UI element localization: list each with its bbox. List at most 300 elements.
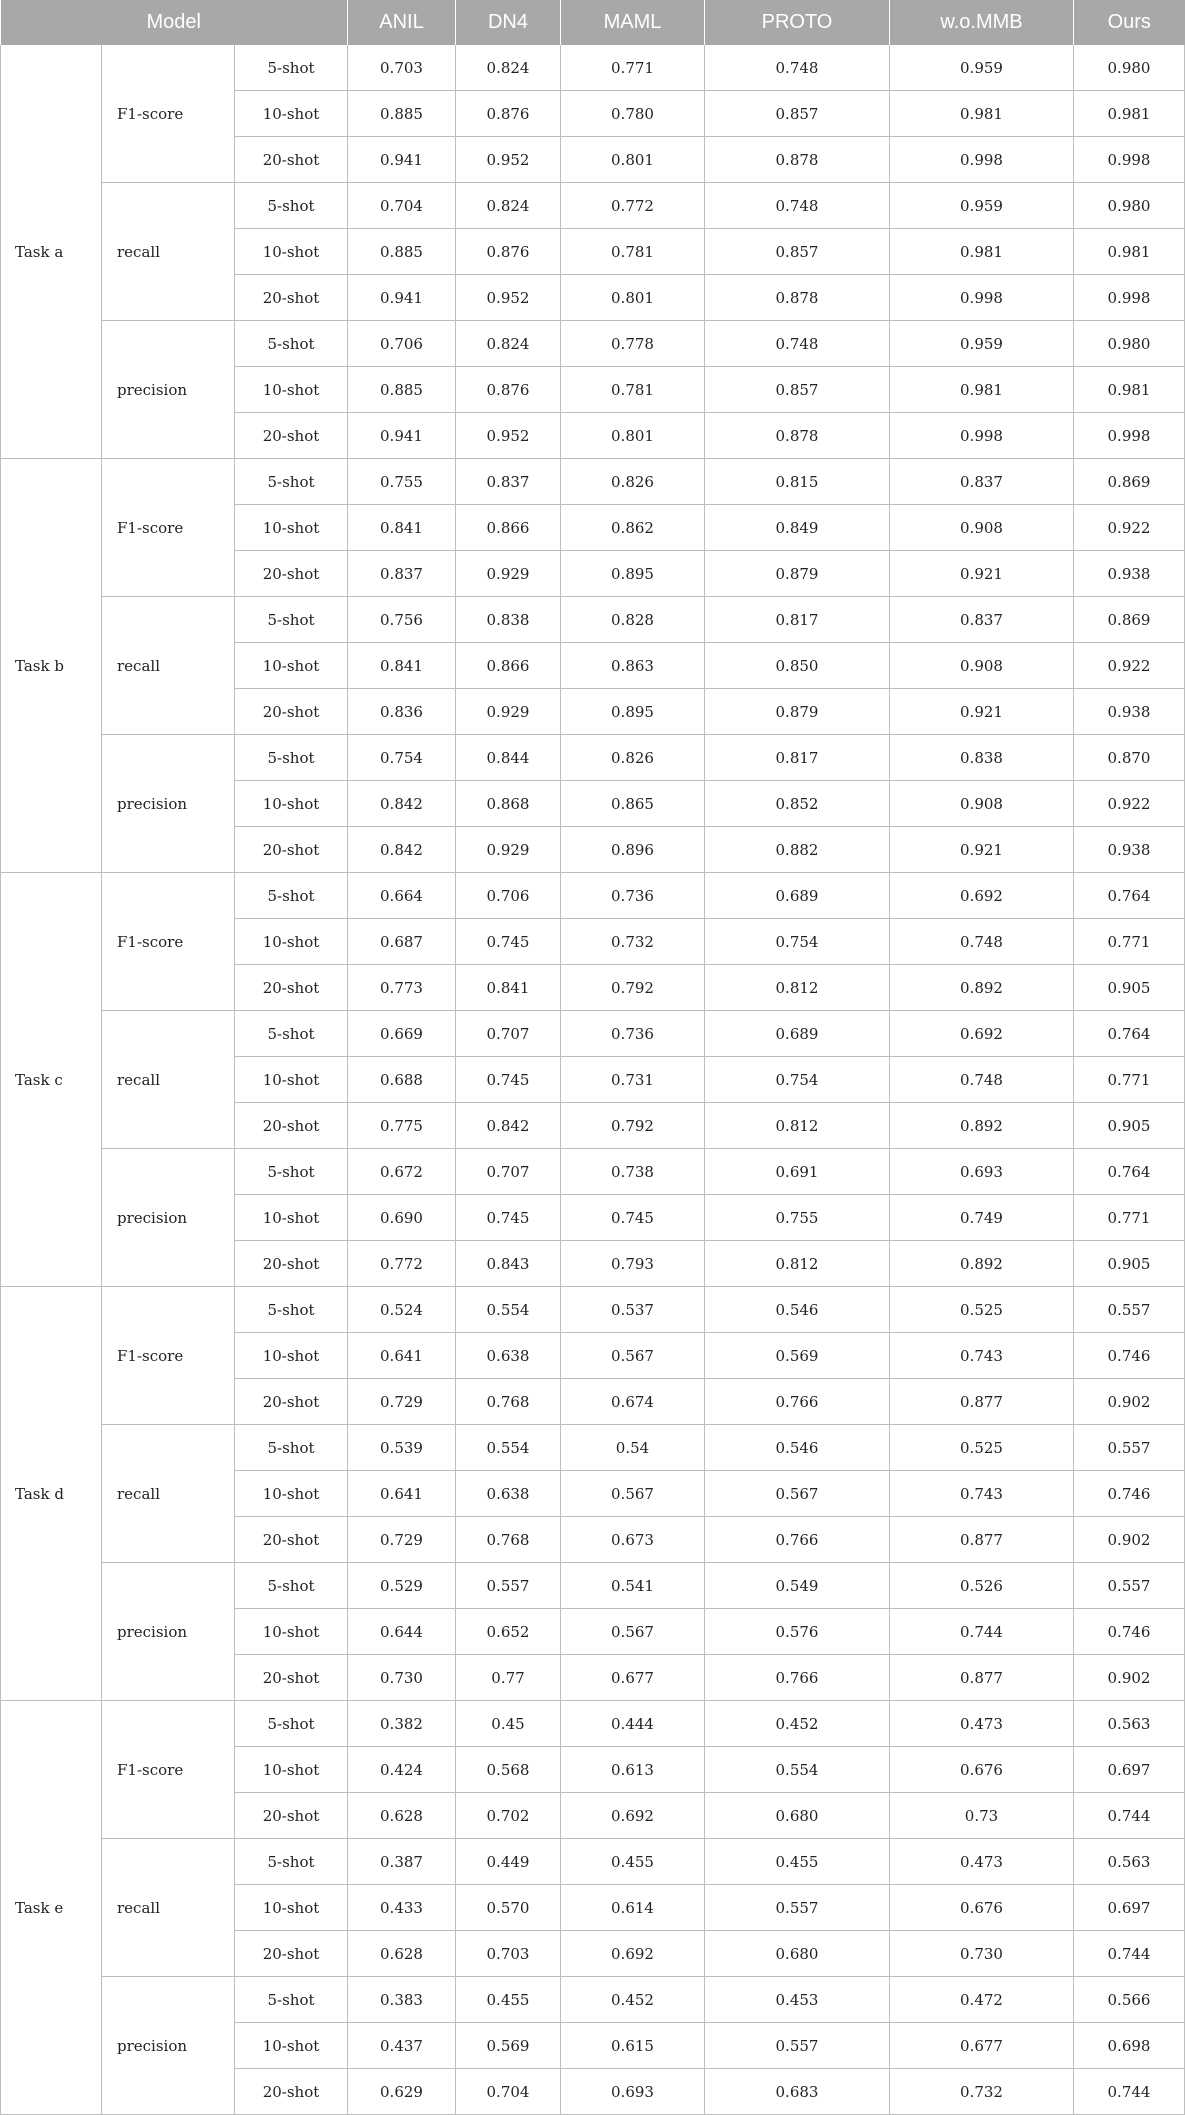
value-cell-dn4: 0.868 [456,781,561,827]
metric-label: precision [102,1977,235,2115]
shot-label: 5-shot [235,1977,348,2023]
value-cell-dn4: 0.745 [456,1195,561,1241]
metric-label: recall [102,1011,235,1149]
value-cell-maml: 0.736 [561,873,705,919]
value-cell-dn4: 0.824 [456,45,561,91]
value-cell-maml: 0.826 [561,459,705,505]
value-cell-dn4: 0.449 [456,1839,561,1885]
metric-label: F1-score [102,873,235,1011]
value-cell-maml: 0.615 [561,2023,705,2069]
value-cell-anil: 0.885 [348,91,456,137]
value-cell-anil: 0.837 [348,551,456,597]
header-row [1,0,1185,45]
value-cell-anil: 0.690 [348,1195,456,1241]
table-row [1,1011,1185,1057]
value-cell-anil: 0.672 [348,1149,456,1195]
table-row [1,735,1185,781]
shot-label: 5-shot [235,735,348,781]
value-cell-anil: 0.382 [348,1701,456,1747]
value-cell-wo-mmb: 0.837 [890,459,1074,505]
value-cell-maml: 0.613 [561,1747,705,1793]
shot-label: 20-shot [235,965,348,1011]
value-cell-proto: 0.567 [705,1471,890,1517]
value-cell-wo-mmb: 0.877 [890,1379,1074,1425]
value-cell-proto: 0.569 [705,1333,890,1379]
shot-label: 5-shot [235,1839,348,1885]
value-cell-anil: 0.424 [348,1747,456,1793]
value-cell-maml: 0.567 [561,1471,705,1517]
value-cell-proto: 0.815 [705,459,890,505]
value-cell-proto: 0.557 [705,1885,890,1931]
value-cell-ours: 0.922 [1074,781,1185,827]
value-cell-dn4: 0.952 [456,275,561,321]
table-row [1,1839,1185,1885]
value-cell-ours: 0.764 [1074,873,1185,919]
task-label: Task b [1,459,102,873]
value-cell-maml: 0.780 [561,91,705,137]
value-cell-anil: 0.772 [348,1241,456,1287]
value-cell-maml: 0.692 [561,1793,705,1839]
value-cell-anil: 0.941 [348,137,456,183]
header-wo-mmb: w.o.MMB [890,0,1074,45]
metric-label: precision [102,1563,235,1701]
value-cell-wo-mmb: 0.892 [890,1103,1074,1149]
value-cell-proto: 0.557 [705,2023,890,2069]
header-model: Model [1,0,348,45]
value-cell-proto: 0.680 [705,1793,890,1839]
table-row [1,1425,1185,1471]
shot-label: 20-shot [235,1379,348,1425]
table-row [1,183,1185,229]
value-cell-ours: 0.938 [1074,827,1185,873]
value-cell-ours: 0.764 [1074,1149,1185,1195]
value-cell-proto: 0.549 [705,1563,890,1609]
metric-label: recall [102,1425,235,1563]
value-cell-anil: 0.842 [348,827,456,873]
value-cell-wo-mmb: 0.981 [890,91,1074,137]
value-cell-anil: 0.387 [348,1839,456,1885]
value-cell-wo-mmb: 0.748 [890,1057,1074,1103]
value-cell-proto: 0.766 [705,1517,890,1563]
value-cell-anil: 0.754 [348,735,456,781]
value-cell-wo-mmb: 0.959 [890,45,1074,91]
value-cell-maml: 0.674 [561,1379,705,1425]
value-cell-wo-mmb: 0.743 [890,1471,1074,1517]
value-cell-ours: 0.998 [1074,413,1185,459]
value-cell-maml: 0.862 [561,505,705,551]
value-cell-dn4: 0.768 [456,1517,561,1563]
value-cell-anil: 0.641 [348,1333,456,1379]
value-cell-proto: 0.812 [705,1103,890,1149]
value-cell-ours: 0.557 [1074,1425,1185,1471]
value-cell-ours: 0.981 [1074,91,1185,137]
value-cell-dn4: 0.842 [456,1103,561,1149]
value-cell-anil: 0.756 [348,597,456,643]
value-cell-maml: 0.801 [561,413,705,459]
value-cell-anil: 0.524 [348,1287,456,1333]
value-cell-anil: 0.755 [348,459,456,505]
value-cell-dn4: 0.704 [456,2069,561,2115]
value-cell-anil: 0.729 [348,1517,456,1563]
value-cell-wo-mmb: 0.749 [890,1195,1074,1241]
value-cell-dn4: 0.554 [456,1425,561,1471]
task-label: Task c [1,873,102,1287]
shot-label: 20-shot [235,275,348,321]
shot-label: 20-shot [235,1241,348,1287]
value-cell-dn4: 0.569 [456,2023,561,2069]
value-cell-dn4: 0.706 [456,873,561,919]
value-cell-anil: 0.885 [348,367,456,413]
value-cell-proto: 0.452 [705,1701,890,1747]
table-row [1,321,1185,367]
value-cell-anil: 0.629 [348,2069,456,2115]
value-cell-wo-mmb: 0.921 [890,827,1074,873]
shot-label: 5-shot [235,1149,348,1195]
value-cell-ours: 0.981 [1074,229,1185,275]
shot-label: 10-shot [235,91,348,137]
value-cell-proto: 0.850 [705,643,890,689]
value-cell-ours: 0.869 [1074,597,1185,643]
shot-label: 20-shot [235,1793,348,1839]
metric-label: F1-score [102,459,235,597]
value-cell-ours: 0.980 [1074,321,1185,367]
value-cell-anil: 0.704 [348,183,456,229]
value-cell-dn4: 0.866 [456,643,561,689]
value-cell-dn4: 0.45 [456,1701,561,1747]
value-cell-anil: 0.706 [348,321,456,367]
value-cell-anil: 0.628 [348,1793,456,1839]
value-cell-ours: 0.563 [1074,1701,1185,1747]
value-cell-wo-mmb: 0.692 [890,1011,1074,1057]
value-cell-anil: 0.644 [348,1609,456,1655]
value-cell-anil: 0.641 [348,1471,456,1517]
value-cell-wo-mmb: 0.676 [890,1747,1074,1793]
value-cell-ours: 0.746 [1074,1609,1185,1655]
value-cell-dn4: 0.77 [456,1655,561,1701]
value-cell-maml: 0.452 [561,1977,705,2023]
value-cell-wo-mmb: 0.526 [890,1563,1074,1609]
value-cell-wo-mmb: 0.73 [890,1793,1074,1839]
value-cell-proto: 0.857 [705,229,890,275]
value-cell-maml: 0.895 [561,551,705,597]
value-cell-wo-mmb: 0.981 [890,367,1074,413]
value-cell-anil: 0.836 [348,689,456,735]
value-cell-dn4: 0.768 [456,1379,561,1425]
value-cell-wo-mmb: 0.472 [890,1977,1074,2023]
value-cell-wo-mmb: 0.908 [890,505,1074,551]
value-cell-wo-mmb: 0.998 [890,137,1074,183]
value-cell-proto: 0.689 [705,1011,890,1057]
value-cell-ours: 0.980 [1074,183,1185,229]
value-cell-maml: 0.731 [561,1057,705,1103]
shot-label: 10-shot [235,643,348,689]
value-cell-wo-mmb: 0.892 [890,1241,1074,1287]
value-cell-anil: 0.529 [348,1563,456,1609]
value-cell-anil: 0.669 [348,1011,456,1057]
value-cell-dn4: 0.843 [456,1241,561,1287]
value-cell-maml: 0.801 [561,275,705,321]
value-cell-maml: 0.614 [561,1885,705,1931]
value-cell-maml: 0.801 [561,137,705,183]
shot-label: 20-shot [235,1655,348,1701]
table-row [1,1563,1185,1609]
value-cell-wo-mmb: 0.998 [890,413,1074,459]
value-cell-anil: 0.775 [348,1103,456,1149]
value-cell-anil: 0.437 [348,2023,456,2069]
value-cell-wo-mmb: 0.921 [890,551,1074,597]
value-cell-maml: 0.693 [561,2069,705,2115]
value-cell-wo-mmb: 0.744 [890,1609,1074,1655]
value-cell-ours: 0.922 [1074,643,1185,689]
value-cell-proto: 0.754 [705,919,890,965]
table-row [1,1287,1185,1333]
value-cell-proto: 0.878 [705,413,890,459]
value-cell-anil: 0.539 [348,1425,456,1471]
value-cell-ours: 0.980 [1074,45,1185,91]
value-cell-maml: 0.732 [561,919,705,965]
value-cell-dn4: 0.455 [456,1977,561,2023]
value-cell-proto: 0.683 [705,2069,890,2115]
value-cell-anil: 0.941 [348,275,456,321]
value-cell-ours: 0.771 [1074,919,1185,965]
value-cell-dn4: 0.876 [456,229,561,275]
value-cell-wo-mmb: 0.743 [890,1333,1074,1379]
value-cell-ours: 0.981 [1074,367,1185,413]
value-cell-wo-mmb: 0.837 [890,597,1074,643]
value-cell-anil: 0.842 [348,781,456,827]
value-cell-anil: 0.433 [348,1885,456,1931]
table-row [1,459,1185,505]
value-cell-maml: 0.778 [561,321,705,367]
value-cell-maml: 0.771 [561,45,705,91]
value-cell-dn4: 0.929 [456,689,561,735]
value-cell-proto: 0.455 [705,1839,890,1885]
value-cell-ours: 0.744 [1074,2069,1185,2115]
header-ours: Ours [1074,0,1185,45]
value-cell-proto: 0.754 [705,1057,890,1103]
shot-label: 10-shot [235,1471,348,1517]
metric-label: precision [102,321,235,459]
value-cell-wo-mmb: 0.877 [890,1517,1074,1563]
value-cell-dn4: 0.638 [456,1471,561,1517]
shot-label: 5-shot [235,597,348,643]
shot-label: 5-shot [235,873,348,919]
value-cell-maml: 0.895 [561,689,705,735]
shot-label: 5-shot [235,1425,348,1471]
value-cell-wo-mmb: 0.677 [890,2023,1074,2069]
value-cell-wo-mmb: 0.892 [890,965,1074,1011]
value-cell-ours: 0.566 [1074,1977,1185,2023]
value-cell-maml: 0.826 [561,735,705,781]
value-cell-wo-mmb: 0.730 [890,1931,1074,1977]
value-cell-dn4: 0.866 [456,505,561,551]
value-cell-proto: 0.755 [705,1195,890,1241]
shot-label: 20-shot [235,413,348,459]
task-label: Task e [1,1701,102,2115]
value-cell-ours: 0.905 [1074,1103,1185,1149]
value-cell-dn4: 0.824 [456,321,561,367]
shot-label: 20-shot [235,827,348,873]
value-cell-maml: 0.54 [561,1425,705,1471]
metric-label: precision [102,735,235,873]
value-cell-maml: 0.455 [561,1839,705,1885]
value-cell-proto: 0.878 [705,275,890,321]
value-cell-ours: 0.744 [1074,1793,1185,1839]
value-cell-proto: 0.766 [705,1655,890,1701]
value-cell-wo-mmb: 0.908 [890,643,1074,689]
metric-label: recall [102,183,235,321]
value-cell-anil: 0.841 [348,643,456,689]
shot-label: 10-shot [235,1609,348,1655]
value-cell-wo-mmb: 0.473 [890,1701,1074,1747]
value-cell-maml: 0.793 [561,1241,705,1287]
table-row [1,873,1185,919]
value-cell-dn4: 0.638 [456,1333,561,1379]
value-cell-proto: 0.812 [705,965,890,1011]
value-cell-dn4: 0.745 [456,1057,561,1103]
value-cell-proto: 0.576 [705,1609,890,1655]
value-cell-anil: 0.687 [348,919,456,965]
value-cell-ours: 0.697 [1074,1747,1185,1793]
value-cell-ours: 0.938 [1074,551,1185,597]
value-cell-anil: 0.730 [348,1655,456,1701]
value-cell-proto: 0.546 [705,1287,890,1333]
value-cell-maml: 0.673 [561,1517,705,1563]
value-cell-wo-mmb: 0.908 [890,781,1074,827]
value-cell-dn4: 0.837 [456,459,561,505]
value-cell-maml: 0.745 [561,1195,705,1241]
value-cell-anil: 0.773 [348,965,456,1011]
value-cell-ours: 0.905 [1074,965,1185,1011]
value-cell-dn4: 0.745 [456,919,561,965]
shot-label: 5-shot [235,1287,348,1333]
value-cell-dn4: 0.707 [456,1149,561,1195]
value-cell-maml: 0.772 [561,183,705,229]
shot-label: 20-shot [235,689,348,735]
value-cell-proto: 0.766 [705,1379,890,1425]
table-row [1,1701,1185,1747]
value-cell-wo-mmb: 0.838 [890,735,1074,781]
task-label: Task d [1,1287,102,1701]
value-cell-ours: 0.938 [1074,689,1185,735]
value-cell-dn4: 0.824 [456,183,561,229]
value-cell-wo-mmb: 0.693 [890,1149,1074,1195]
shot-label: 10-shot [235,781,348,827]
value-cell-ours: 0.998 [1074,275,1185,321]
value-cell-dn4: 0.876 [456,367,561,413]
value-cell-ours: 0.869 [1074,459,1185,505]
value-cell-wo-mmb: 0.981 [890,229,1074,275]
shot-label: 20-shot [235,1931,348,1977]
value-cell-dn4: 0.652 [456,1609,561,1655]
value-cell-ours: 0.998 [1074,137,1185,183]
table-row [1,1977,1185,2023]
value-cell-proto: 0.878 [705,137,890,183]
value-cell-proto: 0.879 [705,551,890,597]
value-cell-ours: 0.746 [1074,1471,1185,1517]
value-cell-proto: 0.879 [705,689,890,735]
value-cell-maml: 0.781 [561,367,705,413]
shot-label: 20-shot [235,551,348,597]
value-cell-proto: 0.817 [705,735,890,781]
value-cell-dn4: 0.568 [456,1747,561,1793]
value-cell-wo-mmb: 0.473 [890,1839,1074,1885]
value-cell-wo-mmb: 0.959 [890,321,1074,367]
value-cell-ours: 0.902 [1074,1379,1185,1425]
value-cell-wo-mmb: 0.877 [890,1655,1074,1701]
value-cell-wo-mmb: 0.732 [890,2069,1074,2115]
table-row [1,1149,1185,1195]
value-cell-maml: 0.828 [561,597,705,643]
shot-label: 20-shot [235,1517,348,1563]
value-cell-anil: 0.885 [348,229,456,275]
value-cell-ours: 0.771 [1074,1195,1185,1241]
value-cell-ours: 0.698 [1074,2023,1185,2069]
metric-label: F1-score [102,1287,235,1425]
value-cell-anil: 0.703 [348,45,456,91]
metric-label: precision [102,1149,235,1287]
value-cell-wo-mmb: 0.921 [890,689,1074,735]
value-cell-dn4: 0.876 [456,91,561,137]
metric-label: recall [102,597,235,735]
shot-label: 10-shot [235,1747,348,1793]
value-cell-dn4: 0.929 [456,827,561,873]
header-dn4: DN4 [456,0,561,45]
shot-label: 10-shot [235,1057,348,1103]
value-cell-ours: 0.922 [1074,505,1185,551]
value-cell-ours: 0.746 [1074,1333,1185,1379]
value-cell-ours: 0.771 [1074,1057,1185,1103]
table-row [1,45,1185,91]
table-row [1,597,1185,643]
value-cell-proto: 0.689 [705,873,890,919]
value-cell-ours: 0.744 [1074,1931,1185,1977]
value-cell-dn4: 0.844 [456,735,561,781]
shot-label: 5-shot [235,1701,348,1747]
value-cell-maml: 0.863 [561,643,705,689]
metric-label: F1-score [102,1701,235,1839]
value-cell-ours: 0.902 [1074,1517,1185,1563]
value-cell-proto: 0.691 [705,1149,890,1195]
value-cell-dn4: 0.929 [456,551,561,597]
value-cell-proto: 0.812 [705,1241,890,1287]
value-cell-wo-mmb: 0.692 [890,873,1074,919]
value-cell-maml: 0.896 [561,827,705,873]
shot-label: 10-shot [235,1195,348,1241]
value-cell-ours: 0.764 [1074,1011,1185,1057]
shot-label: 10-shot [235,1333,348,1379]
value-cell-dn4: 0.952 [456,137,561,183]
value-cell-dn4: 0.707 [456,1011,561,1057]
value-cell-dn4: 0.952 [456,413,561,459]
value-cell-wo-mmb: 0.998 [890,275,1074,321]
value-cell-wo-mmb: 0.748 [890,919,1074,965]
value-cell-proto: 0.748 [705,321,890,367]
value-cell-dn4: 0.557 [456,1563,561,1609]
value-cell-maml: 0.738 [561,1149,705,1195]
value-cell-maml: 0.736 [561,1011,705,1057]
value-cell-proto: 0.680 [705,1931,890,1977]
value-cell-wo-mmb: 0.676 [890,1885,1074,1931]
metric-label: F1-score [102,45,235,183]
shot-label: 10-shot [235,229,348,275]
value-cell-maml: 0.792 [561,965,705,1011]
value-cell-maml: 0.567 [561,1609,705,1655]
value-cell-maml: 0.541 [561,1563,705,1609]
value-cell-dn4: 0.841 [456,965,561,1011]
shot-label: 5-shot [235,183,348,229]
value-cell-dn4: 0.570 [456,1885,561,1931]
